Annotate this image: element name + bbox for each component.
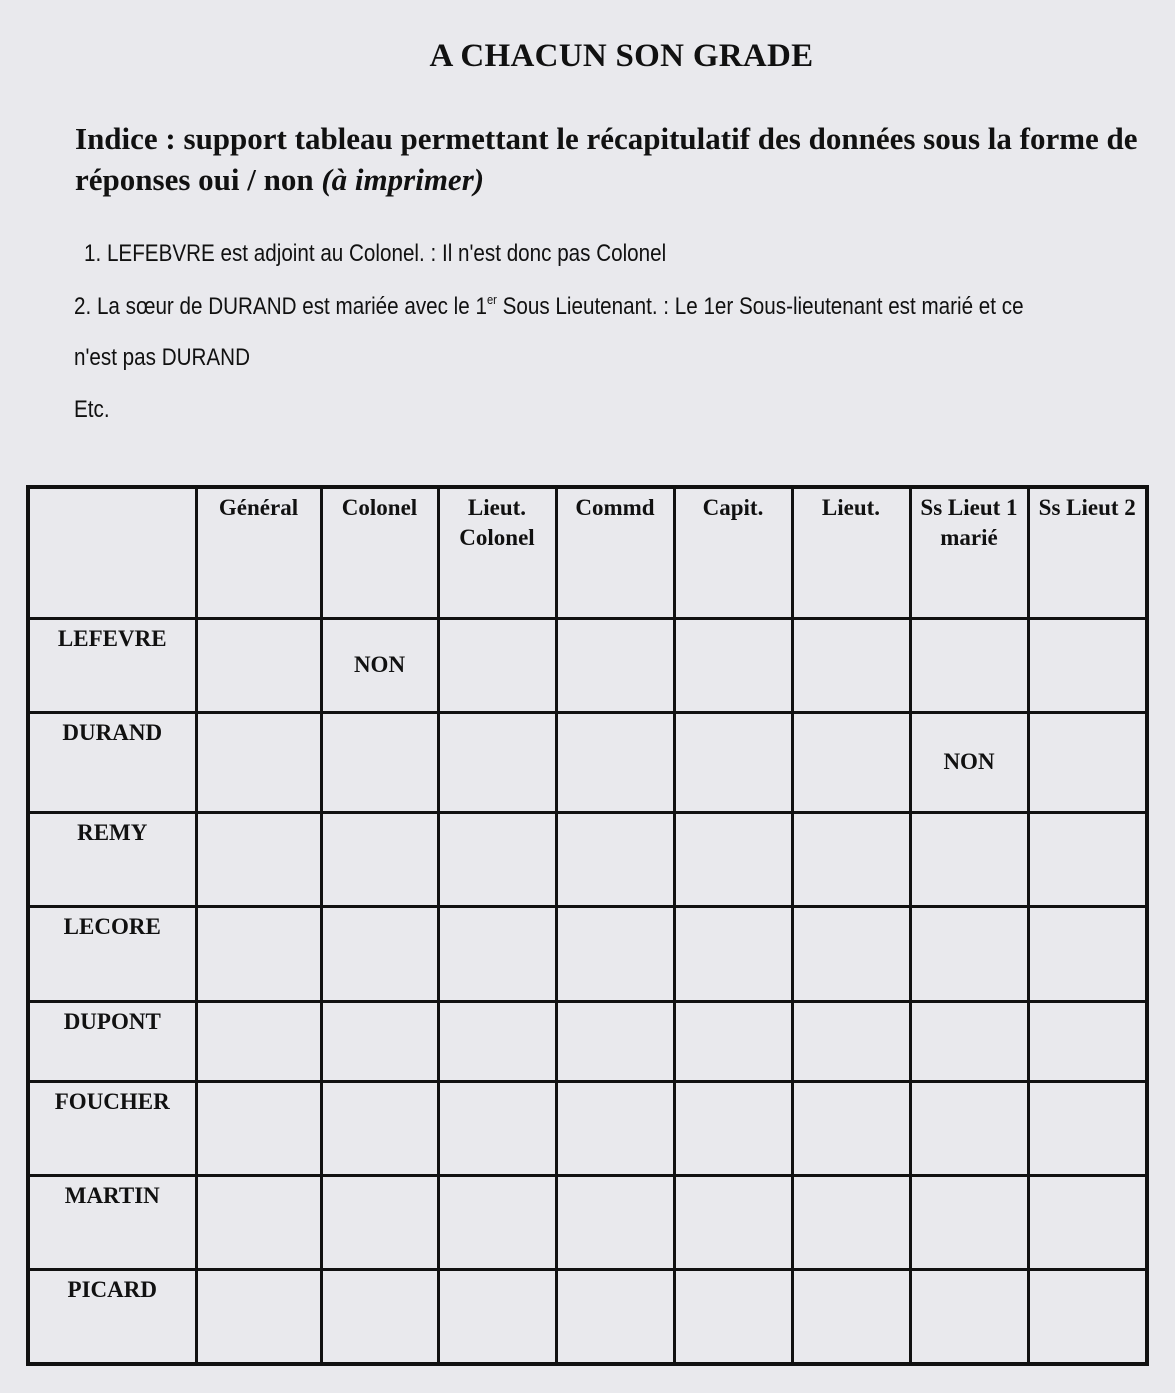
- row-name: MARTIN: [28, 1175, 196, 1269]
- table-row: [28, 907, 1147, 1001]
- column-header: Ss Lieut 1 marié: [910, 487, 1028, 618]
- grid-cell: [792, 618, 910, 712]
- clue-2-continuation: n'est pas DURAND: [74, 344, 251, 371]
- table-row: [28, 813, 1147, 907]
- grid-cell: [556, 618, 674, 712]
- column-header: Commd: [556, 487, 674, 618]
- cell-answer: NON: [353, 652, 406, 678]
- grid-cell: [792, 1081, 910, 1175]
- grid-cell: [196, 618, 321, 712]
- row-name: REMY: [28, 813, 196, 907]
- grid-cell: [196, 907, 321, 1001]
- grid-cell: [792, 1270, 910, 1364]
- column-header: Lieut. Colonel: [438, 487, 556, 618]
- grid-cell: [438, 813, 556, 907]
- grid-cell: [792, 1175, 910, 1269]
- grid-cell: [556, 813, 674, 907]
- grid-cell: [910, 907, 1028, 1001]
- page-title: A CHACUN SON GRADE: [429, 38, 814, 74]
- grid-cell: [910, 1175, 1028, 1269]
- grid-cell: [556, 907, 674, 1001]
- grid-cell: [556, 1175, 674, 1269]
- clue-2: [74, 292, 1024, 321]
- grid-cell: [674, 1270, 792, 1364]
- grid-cell: [674, 712, 792, 812]
- grid-cell: [438, 1081, 556, 1175]
- grid-cell: [556, 1001, 674, 1081]
- grid-cell: [1028, 1270, 1147, 1364]
- grid-cell: [910, 712, 1028, 812]
- grid-cell: [321, 1270, 438, 1364]
- table-row: [28, 712, 1147, 812]
- grid-cell: [556, 1270, 674, 1364]
- column-header: Colonel: [321, 487, 438, 618]
- column-header: Général: [196, 487, 321, 618]
- grid-cell: [321, 1001, 438, 1081]
- grid-cell: [321, 1175, 438, 1269]
- grid-cell: [556, 1081, 674, 1175]
- grid-cell: [792, 1001, 910, 1081]
- grid-cell: [196, 1175, 321, 1269]
- header-row: [28, 487, 1147, 618]
- grid-cell: [438, 712, 556, 812]
- grid-cell: [196, 813, 321, 907]
- grid-cell: [792, 712, 910, 812]
- table-row: [28, 1175, 1147, 1269]
- grid-cell: [196, 1270, 321, 1364]
- grid-cell: [321, 618, 438, 712]
- table-row: [28, 1081, 1147, 1175]
- grid-cell: [1028, 1081, 1147, 1175]
- grid-cell: [792, 907, 910, 1001]
- grid-cell: [910, 618, 1028, 712]
- grid-cell: [674, 813, 792, 907]
- clue-2-text-end: Sous Lieutenant. : Le 1er Sous-lieutenant est marié et ce: [496, 293, 1024, 320]
- hint-text: Indice : support tableau permettant le récapitulatif des données sous la forme de réponses oui / non: [75, 121, 1138, 197]
- grid-cell: [1028, 618, 1147, 712]
- grid-cell: [321, 712, 438, 812]
- grid-cell: [438, 1175, 556, 1269]
- grid-cell: [910, 1001, 1028, 1081]
- grid-cell: [196, 712, 321, 812]
- row-name: LECORE: [28, 907, 196, 1001]
- grid-cell: [674, 1175, 792, 1269]
- grid-cell: [910, 813, 1028, 907]
- grid-cell: [674, 1081, 792, 1175]
- table-row: [28, 1001, 1147, 1081]
- hint-paragraph: [75, 118, 1160, 200]
- grid-cell: [674, 1001, 792, 1081]
- table-row: [28, 1270, 1147, 1364]
- row-name: DUPONT: [28, 1001, 196, 1081]
- grid-cell: [1028, 907, 1147, 1001]
- cell-answer: NON: [943, 749, 995, 775]
- grid-cell: [1028, 1175, 1147, 1269]
- row-name: PICARD: [28, 1270, 196, 1364]
- grid-cell: [674, 618, 792, 712]
- grid-cell: [196, 1001, 321, 1081]
- row-name: LEFEVRE: [28, 618, 196, 712]
- grid-cell: [1028, 712, 1147, 812]
- grid-cell: [438, 618, 556, 712]
- grid-cell: [674, 907, 792, 1001]
- grid-cell: [556, 712, 674, 812]
- logic-grid-table: [26, 485, 1149, 1366]
- hint-print-note: (à imprimer): [321, 162, 485, 197]
- grid-cell: [438, 1001, 556, 1081]
- grid-cell: [321, 907, 438, 1001]
- column-header: Ss Lieut 2: [1028, 487, 1147, 618]
- grid-cell: [910, 1081, 1028, 1175]
- grid-cell: [792, 813, 910, 907]
- grid-cell: [321, 813, 438, 907]
- grid-cell: [1028, 1001, 1147, 1081]
- table-row: [28, 618, 1147, 712]
- clue-2-text-start: 2. La sœur de DURAND est mariée avec le 1: [74, 293, 487, 320]
- clue-2-superscript: er: [486, 292, 497, 307]
- etc-label: Etc.: [74, 396, 110, 423]
- grid-cell: [910, 1270, 1028, 1364]
- row-name: DURAND: [28, 712, 196, 812]
- column-header: Lieut.: [792, 487, 910, 618]
- grid-cell: [438, 1270, 556, 1364]
- row-name: FOUCHER: [28, 1081, 196, 1175]
- clue-1: 1. LEFEBVRE est adjoint au Colonel. : Il n'est donc pas Colonel: [84, 240, 667, 267]
- grid-cell: [438, 907, 556, 1001]
- grid-cell: [321, 1081, 438, 1175]
- grid-cell: [196, 1081, 321, 1175]
- corner-cell: [28, 487, 196, 618]
- grid-cell: [1028, 813, 1147, 907]
- column-header: Capit.: [674, 487, 792, 618]
